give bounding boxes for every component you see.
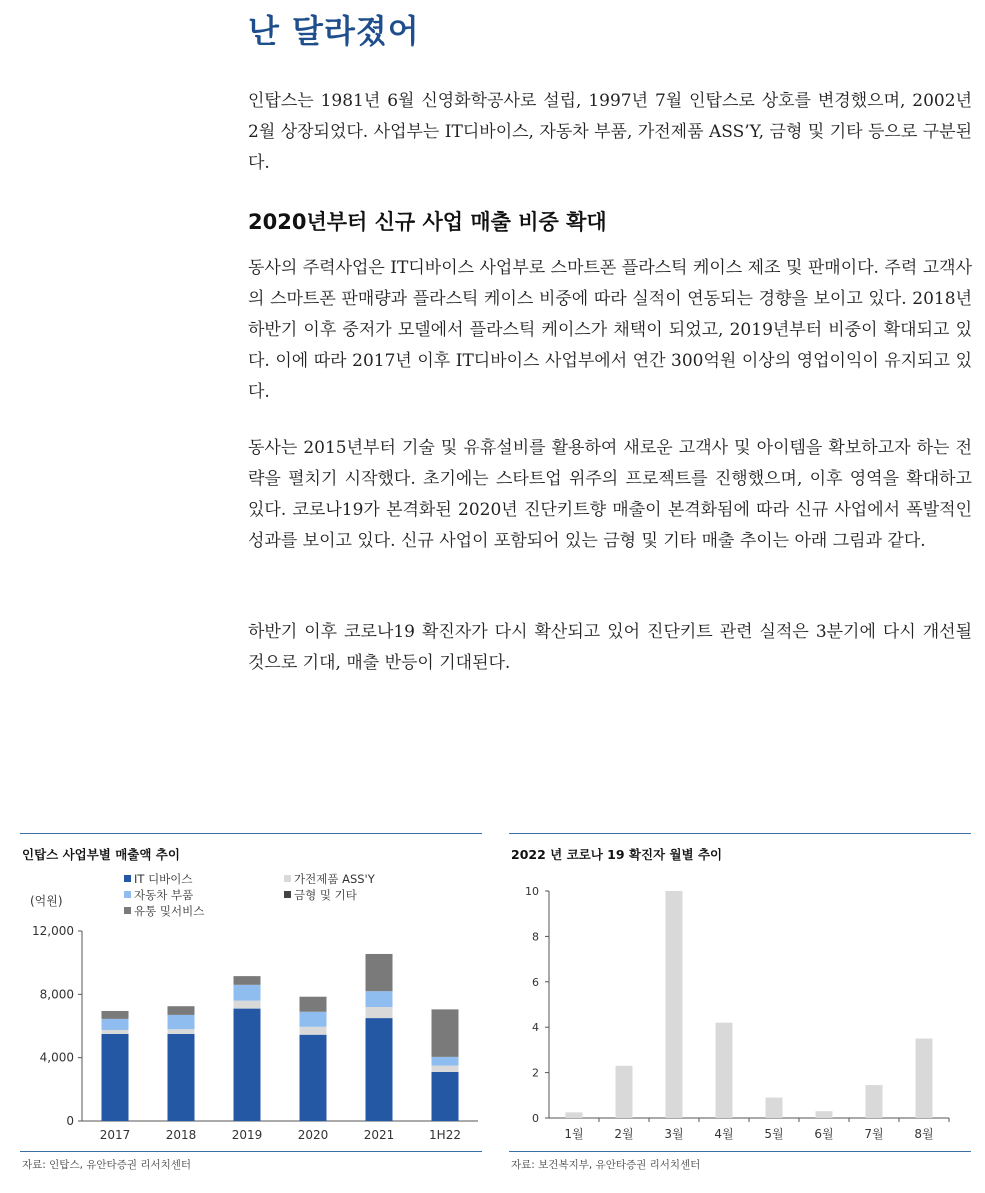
y-tick-label: 8,000 bbox=[39, 987, 74, 1002]
x-tick-label: 1월 bbox=[564, 1127, 584, 1141]
x-tick-label: 1H22 bbox=[429, 1128, 461, 1142]
legend-swatch-1 bbox=[284, 875, 291, 882]
bar bbox=[616, 1066, 633, 1118]
bar bbox=[566, 1112, 583, 1118]
bar-segment-2 bbox=[168, 1015, 195, 1029]
x-tick-label: 2020 bbox=[297, 1128, 329, 1142]
legend-label-2: 자동차 부품 bbox=[134, 888, 194, 902]
x-tick-label: 4월 bbox=[714, 1127, 734, 1141]
bar-segment-4 bbox=[168, 1006, 195, 1015]
y-tick-label: 0 bbox=[66, 1114, 74, 1128]
chart-title: 2022 년 코로나 19 확진자 월별 추이 bbox=[511, 847, 723, 862]
bar-segment-2 bbox=[300, 1012, 327, 1027]
bar-segment-2 bbox=[366, 991, 393, 1007]
legend-swatch-2 bbox=[124, 891, 131, 898]
bar-segment-1 bbox=[168, 1029, 195, 1034]
bar bbox=[766, 1098, 783, 1118]
bar bbox=[816, 1111, 833, 1118]
chart-source: 자료: 인탑스, 유안타증권 리서치센터 bbox=[22, 1159, 192, 1171]
bar bbox=[916, 1039, 933, 1118]
bar-segment-4 bbox=[234, 976, 261, 985]
y-tick-label: 4 bbox=[532, 1021, 539, 1035]
x-tick-label: 5월 bbox=[764, 1127, 784, 1141]
y-tick-label: 10 bbox=[525, 885, 539, 898]
bar-segment-4 bbox=[366, 954, 393, 991]
y-tick-label: 6 bbox=[532, 975, 539, 989]
bar-segment-1 bbox=[102, 1030, 129, 1034]
bar-segment-4 bbox=[300, 997, 327, 1012]
x-tick-label: 2021 bbox=[363, 1128, 395, 1142]
legend-swatch-0 bbox=[124, 875, 131, 882]
bar-segment-1 bbox=[234, 1001, 261, 1009]
paragraph-main-business: 동사의 주력사업은 IT디바이스 사업부로 스마트폰 플라스틱 케이스 제조 및 판매이다. 주력 고객사의 스마트폰 판매량과 플라스틱 케이스 비중에 따라 실적이 연동되는 경향을 보이고 있다. 2018년 하반기 이후 중저가 모델에서 플라스틱 케이스가 채택이 되었고, 2019년부터 비중이 확대되고 있다. 이에 따라 2017년 이후 IT디바이스 사업부에서 연간 300억원 이상의 영업이익이 유지되고 있다. bbox=[248, 258, 972, 402]
y-tick-label: 8 bbox=[532, 930, 539, 944]
bar-segment-1 bbox=[432, 1066, 459, 1072]
legend-swatch-4 bbox=[124, 907, 131, 914]
legend-label-4: 유통 및서비스 bbox=[134, 904, 205, 918]
bar-segment-0 bbox=[300, 1035, 327, 1121]
y-axis-unit-label: (억원) bbox=[30, 894, 63, 908]
chart-source: 자료: 보건복지부, 유안타증권 리서치센터 bbox=[511, 1159, 701, 1171]
bar-segment-2 bbox=[432, 1057, 459, 1066]
chart-title: 인탑스 사업부별 매출액 추이 bbox=[22, 847, 180, 862]
x-tick-label: 6월 bbox=[814, 1127, 834, 1141]
bar bbox=[716, 1023, 733, 1118]
bar-segment-0 bbox=[366, 1018, 393, 1121]
bar-segment-0 bbox=[432, 1072, 459, 1121]
chart-top-rule bbox=[509, 833, 971, 834]
legend-label-0: IT 디바이스 bbox=[134, 872, 193, 886]
x-tick-label: 2월 bbox=[614, 1127, 634, 1141]
bar bbox=[866, 1085, 883, 1118]
paragraph-company-overview: 인탑스는 1981년 6월 신영화학공사로 설립, 1997년 7월 인탑스로 상호를 변경했으며, 2002년 2월 상장되었다. 사업부는 IT디바이스, 자동차 부품, 가전제품 ASS’Y, 금형 및 기타 등으로 구분된다. bbox=[248, 91, 972, 173]
x-tick-label: 2017 bbox=[99, 1128, 131, 1142]
chart-covid-monthly bbox=[509, 833, 971, 1178]
y-tick-label: 12,000 bbox=[32, 924, 74, 938]
x-tick-label: 3월 bbox=[664, 1127, 684, 1141]
chart-revenue-by-division bbox=[20, 833, 482, 1178]
legend-swatch-3 bbox=[284, 891, 291, 898]
y-tick-label: 0 bbox=[532, 1112, 539, 1125]
chart-bottom-rule bbox=[509, 1151, 971, 1152]
page-heading: 난 달라졌어 bbox=[248, 12, 420, 50]
covid-chart-svg bbox=[509, 863, 971, 1168]
y-tick-label: 4,000 bbox=[39, 1050, 74, 1065]
revenue-chart-svg bbox=[20, 863, 482, 1168]
bar-segment-2 bbox=[234, 985, 261, 1001]
bar-segment-0 bbox=[102, 1034, 129, 1121]
legend-label-3: 금형 및 기타 bbox=[294, 888, 357, 902]
x-tick-label: 8월 bbox=[914, 1127, 934, 1141]
chart-top-rule bbox=[20, 833, 482, 834]
bar-segment-1 bbox=[300, 1027, 327, 1035]
bar bbox=[666, 891, 683, 1118]
section-subheading: 2020년부터 신규 사업 매출 비중 확대 bbox=[248, 210, 607, 234]
bar-segment-0 bbox=[234, 1009, 261, 1121]
bar-segment-4 bbox=[102, 1011, 129, 1019]
paragraph-new-business: 동사는 2015년부터 기술 및 유휴설비를 활용하여 새로운 고객사 및 아이템을 확보하고자 하는 전략을 펼치기 시작했다. 초기에는 스타트업 위주의 프로젝트를 진행했으며, 이후 영역을 확대하고 있다. 코로나19가 본격화된 2020년 진단키트향 매출이 본격화됨에 따라 신규 사업에서 폭발적인 성과를 보이고 있다. 신규 사업이 포함되어 있는 금형 및 기타 매출 추이는 아래 그림과 같다. bbox=[248, 438, 972, 551]
x-tick-label: 2019 bbox=[231, 1128, 263, 1142]
y-tick-label: 2 bbox=[532, 1066, 539, 1080]
bar-segment-0 bbox=[168, 1034, 195, 1121]
chart-bottom-rule bbox=[20, 1151, 482, 1152]
bar-segment-1 bbox=[366, 1007, 393, 1018]
bar-segment-4 bbox=[432, 1009, 459, 1057]
x-tick-label: 2018 bbox=[165, 1128, 197, 1142]
paragraph-outlook: 하반기 이후 코로나19 확진자가 다시 확산되고 있어 진단키트 관련 실적은 3분기에 다시 개선될 것으로 기대, 매출 반등이 기대된다. bbox=[248, 622, 972, 673]
x-tick-label: 7월 bbox=[864, 1127, 884, 1141]
bar-segment-2 bbox=[102, 1019, 129, 1030]
legend-label-1: 가전제품 ASS'Y bbox=[294, 872, 375, 886]
